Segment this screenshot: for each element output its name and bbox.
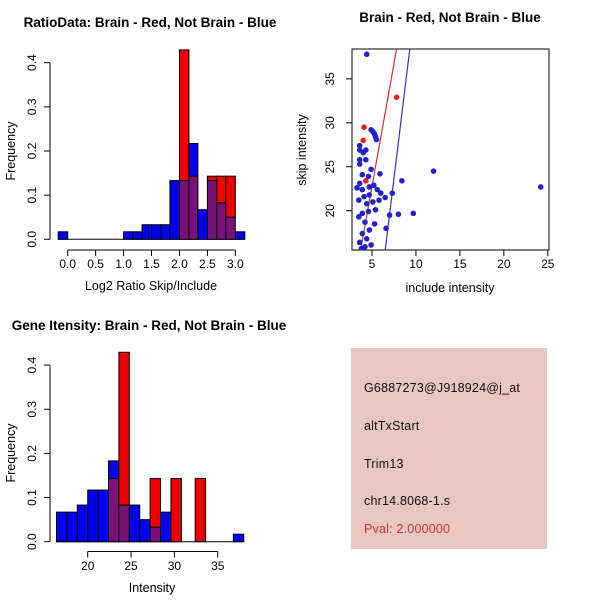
- svg-text:2.0: 2.0: [171, 257, 188, 271]
- svg-text:1.0: 1.0: [115, 257, 132, 271]
- data-point: [364, 201, 370, 207]
- data-point: [394, 95, 400, 101]
- svg-text:0.4: 0.4: [25, 356, 39, 374]
- data-point: [363, 178, 369, 184]
- data-point: [357, 161, 363, 167]
- data-point: [357, 240, 363, 246]
- svg-text:Intensity: Intensity: [128, 581, 176, 595]
- data-point: [360, 150, 366, 156]
- svg-text:skip intensity: skip intensity: [295, 114, 309, 186]
- svg-text:0.0: 0.0: [25, 230, 39, 248]
- svg-text:35: 35: [323, 72, 337, 86]
- data-point: [377, 171, 383, 177]
- data-point: [371, 182, 377, 188]
- data-point: [411, 211, 417, 217]
- data-point: [361, 194, 367, 200]
- svg-text:0.1: 0.1: [25, 489, 39, 506]
- gene_hist: [4, 318, 287, 595]
- notbrain-fit-line: [385, 49, 410, 250]
- svg-text:include intensity: include intensity: [405, 281, 495, 295]
- data-point: [360, 172, 366, 178]
- svg-text:0.0: 0.0: [59, 257, 77, 271]
- svg-text:20: 20: [81, 559, 95, 573]
- data-point: [364, 51, 370, 57]
- svg-text:0.1: 0.1: [25, 186, 39, 204]
- data-point: [396, 211, 402, 217]
- svg-text:Log2 Ratio Skip/Include: Log2 Ratio Skip/Include: [84, 279, 218, 293]
- data-point: [378, 190, 384, 196]
- data-point: [373, 207, 379, 213]
- svg-text:30: 30: [167, 559, 182, 573]
- data-point: [356, 214, 362, 220]
- data-point: [361, 124, 367, 130]
- data-point: [367, 192, 373, 198]
- svg-text:15: 15: [453, 257, 467, 271]
- gene-name-text: Trim13: [364, 457, 404, 471]
- svg-text:3.0: 3.0: [226, 257, 244, 271]
- data-point: [399, 178, 405, 184]
- svg-text:0.2: 0.2: [25, 142, 39, 160]
- svg-text:0.4: 0.4: [25, 54, 39, 72]
- data-point: [376, 197, 382, 203]
- svg-text:25: 25: [541, 257, 555, 271]
- data-point: [370, 199, 376, 205]
- data-point: [374, 137, 380, 143]
- svg-text:25: 25: [124, 559, 138, 573]
- data-point: [360, 138, 366, 144]
- data-point: [382, 195, 388, 201]
- svg-text:25: 25: [323, 160, 337, 174]
- data-point: [360, 231, 366, 237]
- svg-text:10: 10: [409, 257, 423, 271]
- svg-text:0.3: 0.3: [25, 400, 39, 418]
- svg-text:30: 30: [323, 116, 337, 130]
- svg-text:20: 20: [323, 204, 337, 218]
- data-point: [368, 242, 374, 248]
- data-point: [356, 197, 362, 203]
- data-point: [538, 184, 544, 190]
- data-point: [383, 225, 389, 231]
- svg-text:0.0: 0.0: [25, 533, 39, 551]
- svg-text:Gene Itensity: Brain - Red, No: Gene Itensity: Brain - Red, Not Brain - Blue: [11, 318, 287, 333]
- location-text: chr14.8068-1.s: [364, 494, 451, 508]
- intensity_scatter: [295, 10, 555, 295]
- data-point: [360, 187, 366, 193]
- event-type-text: altTxStart: [364, 419, 420, 433]
- svg-text:20: 20: [497, 257, 511, 271]
- probe-id-text: G6887273@J918924@j_at: [364, 381, 521, 395]
- data-point: [364, 236, 370, 242]
- data-point: [363, 157, 369, 163]
- svg-text:RatioData: Brain - Red, Not Br: RatioData: Brain - Red, Not Brain - Blue: [23, 15, 277, 30]
- svg-text:Brain - Red, Not Brain - Blue: Brain - Red, Not Brain - Blue: [359, 10, 541, 25]
- data-point: [372, 221, 378, 227]
- ratio_hist: [4, 15, 277, 293]
- svg-text:0.5: 0.5: [87, 257, 104, 271]
- pval-text: Pval: 2.000000: [364, 522, 451, 536]
- data-point: [366, 209, 372, 215]
- data-point: [354, 185, 360, 191]
- data-point: [387, 212, 393, 218]
- data-point: [431, 168, 437, 174]
- svg-text:35: 35: [211, 559, 225, 573]
- data-point: [367, 227, 373, 233]
- info-box: [351, 348, 547, 549]
- data-point: [362, 219, 368, 225]
- svg-text:5: 5: [368, 257, 376, 271]
- svg-text:0.3: 0.3: [25, 98, 39, 116]
- svg-text:0.2: 0.2: [25, 445, 39, 462]
- svg-text:Frequency: Frequency: [4, 121, 18, 181]
- svg-text:1.5: 1.5: [143, 257, 160, 271]
- svg-text:Frequency: Frequency: [4, 423, 18, 483]
- data-point: [389, 190, 395, 196]
- svg-text:2.5: 2.5: [199, 257, 216, 271]
- data-point: [368, 167, 374, 173]
